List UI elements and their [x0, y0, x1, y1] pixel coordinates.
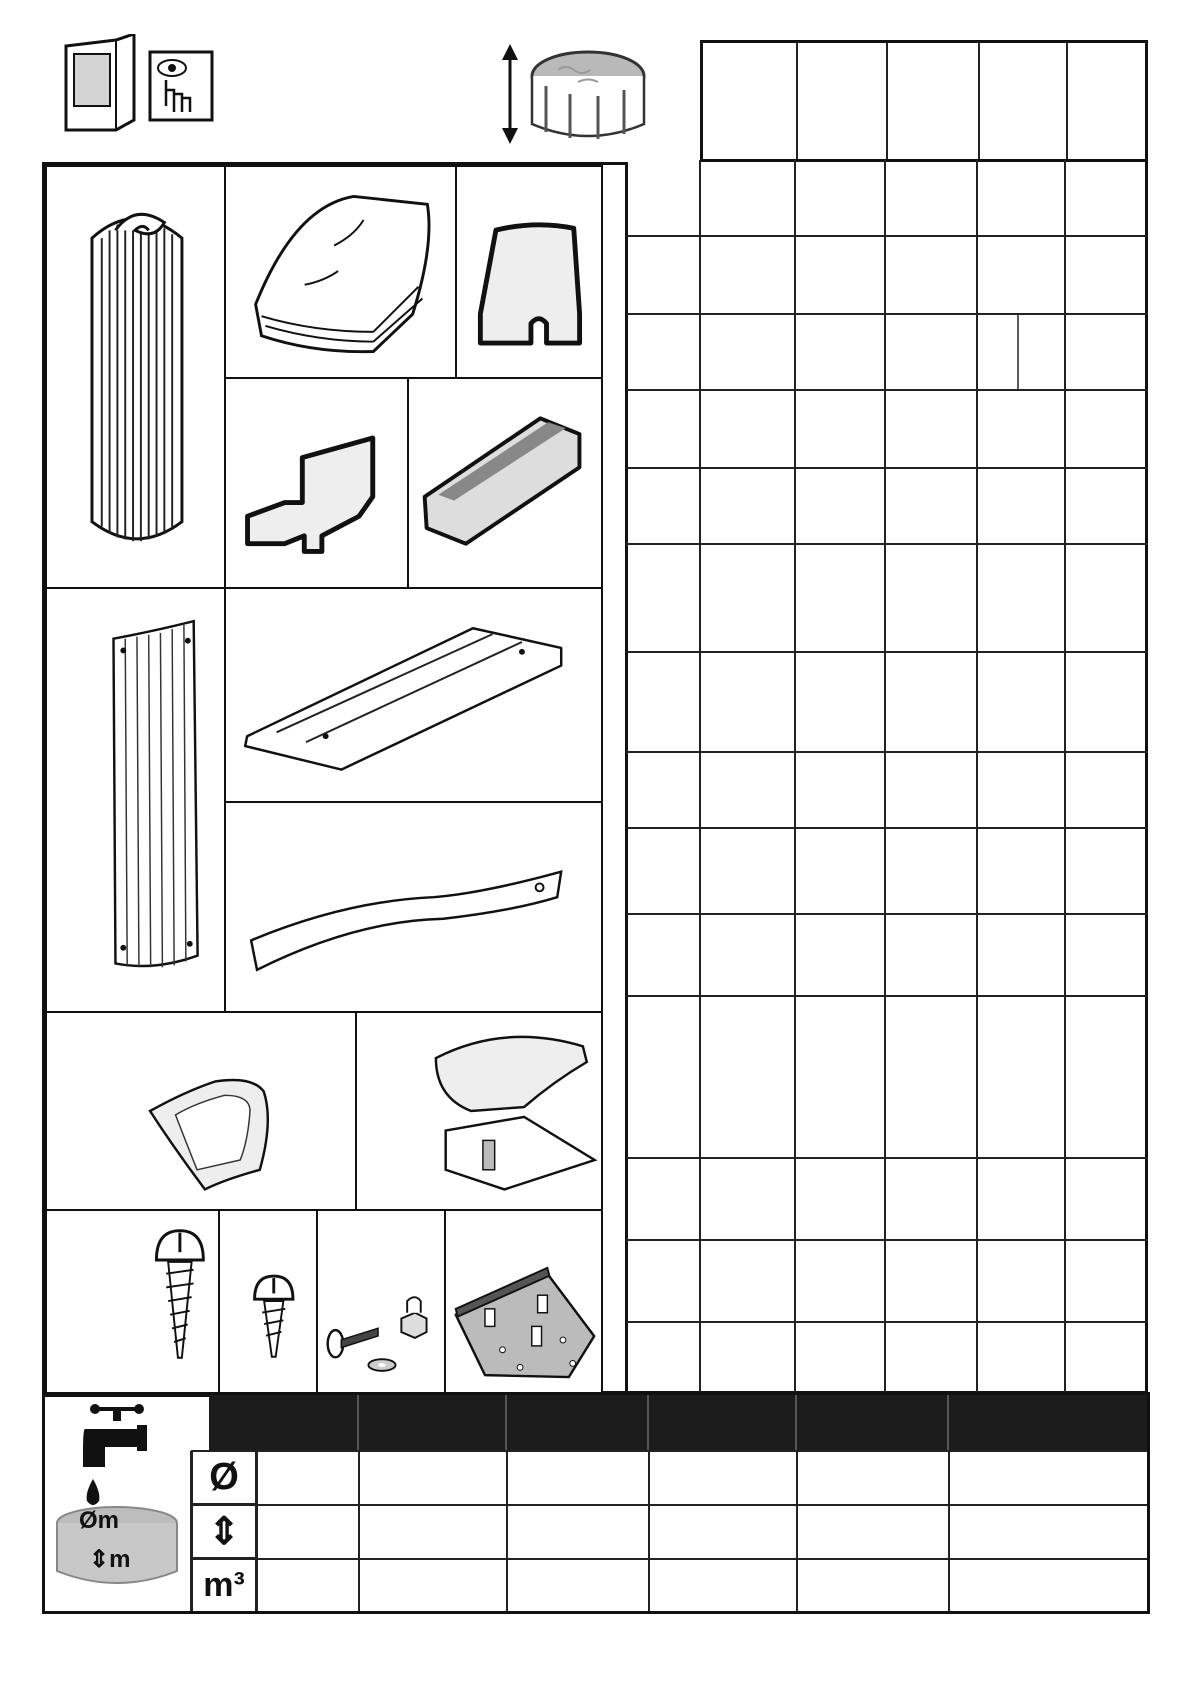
volume-symbol: m³ — [191, 1559, 257, 1611]
bolt-nut-washer-icon — [318, 1211, 444, 1395]
top-rail-connector-cell — [455, 165, 603, 379]
pool-specs-table — [42, 1392, 1150, 1614]
top-rail-icon — [226, 589, 601, 801]
bottom-track-connector-cell — [224, 377, 409, 589]
spec-col-header — [507, 1395, 649, 1451]
large-screw-icon — [47, 1211, 218, 1395]
water-tap-icon — [45, 1395, 191, 1611]
pool-height-label: ⇕m — [89, 1546, 131, 1573]
folded-liner-cell — [224, 165, 457, 379]
grid-col-divider — [796, 43, 798, 159]
top-cap-cell — [45, 1011, 357, 1211]
filter-cartridge-icon — [47, 167, 224, 587]
height-symbol: ⇕ — [191, 1505, 257, 1559]
parts-panel — [42, 162, 628, 1394]
grid-header — [700, 40, 1148, 162]
read-instructions-icon — [148, 50, 214, 122]
grid-col-divider — [1066, 43, 1068, 159]
base-cover-icon — [357, 1013, 601, 1209]
above-ground-pool-icon — [498, 42, 648, 147]
diameter-symbol: Ø — [191, 1451, 257, 1505]
small-screw-icon — [220, 1211, 316, 1395]
top-cap-icon — [47, 1013, 355, 1209]
height-arrow-icon — [502, 44, 518, 144]
spec-col-header — [797, 1395, 949, 1451]
spec-col-header — [209, 1395, 359, 1451]
filter-cartridge-cell — [45, 165, 226, 589]
bottom-rail-cell — [407, 377, 603, 589]
top-rail-cell — [224, 587, 603, 803]
wall-strip-icon — [226, 803, 601, 1011]
spec-col-header — [359, 1395, 507, 1451]
spec-col-header — [649, 1395, 797, 1451]
quantity-grid-lines — [626, 160, 1148, 1394]
grid-col-divider — [978, 43, 980, 159]
bolt-nut-washer-cell — [316, 1209, 446, 1397]
spec-col-header — [949, 1395, 1147, 1451]
grid-col-divider — [886, 43, 888, 159]
base-plate-cell — [444, 1209, 603, 1397]
small-screw-cell — [218, 1209, 318, 1397]
upright-post-icon — [47, 589, 224, 1019]
pool-fill-illustration — [45, 1395, 191, 1611]
bottom-rail-icon — [409, 379, 601, 587]
wall-strip-cell — [224, 801, 603, 1013]
top-rail-connector-icon — [457, 167, 601, 377]
pool-diameter-label: Øm — [79, 1507, 120, 1534]
large-screw-cell — [45, 1209, 220, 1397]
base-plate-icon — [446, 1211, 601, 1395]
base-cover-cell — [355, 1011, 603, 1211]
bottom-track-connector-icon — [226, 379, 407, 587]
quantity-grid — [626, 160, 1148, 1394]
folded-liner-icon — [226, 167, 455, 377]
upright-post-cell — [45, 587, 226, 1021]
